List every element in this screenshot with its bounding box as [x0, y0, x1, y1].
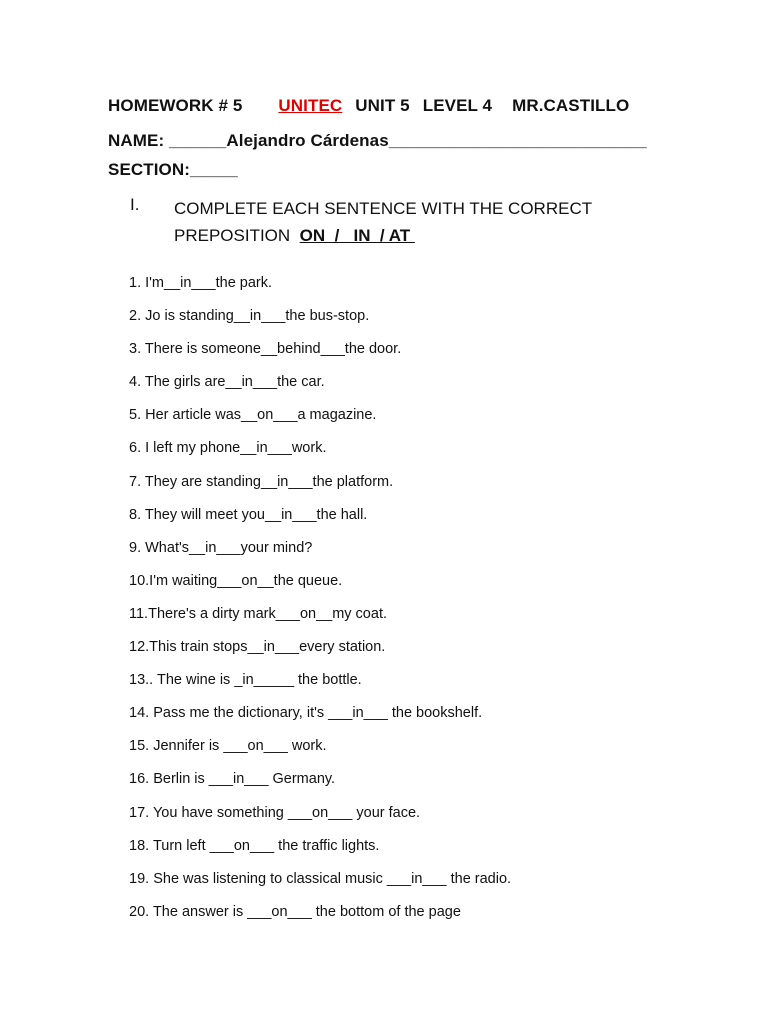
item-text: I'm waiting___on__the queue. — [149, 572, 343, 589]
item-number: 2. — [129, 308, 142, 325]
item-text: . The wine is _in_____ the bottle. — [149, 672, 362, 689]
item-text: You have something ___on___ your face. — [152, 804, 421, 821]
item-number: 7. — [129, 473, 142, 490]
list-item — [129, 769, 511, 802]
item-number: 18. — [129, 837, 150, 854]
item-text: I left my phone__in___work. — [145, 440, 327, 457]
item-number: 13. — [129, 672, 150, 689]
preposition-options: ON / IN / AT — [299, 226, 415, 245]
item-number: 17. — [129, 804, 150, 821]
list-item — [129, 472, 511, 505]
section-line: SECTION:_____ — [108, 160, 238, 179]
school-name: UNITEC — [278, 96, 343, 115]
instruction-line-1: COMPLETE EACH SENTENCE WITH THE CORRECT — [174, 199, 593, 218]
item-number: 4. — [129, 374, 142, 391]
item-number: 5. — [129, 407, 142, 424]
list-item — [129, 505, 511, 538]
item-number: 20. — [129, 903, 150, 920]
list-item — [129, 670, 511, 703]
item-text: There's a dirty mark___on__my coat. — [148, 605, 387, 622]
item-number: 8. — [129, 506, 142, 523]
item-number: 6. — [129, 440, 142, 457]
homework-title: HOMEWORK # 5 — [108, 96, 243, 115]
level-label: LEVEL 4 — [422, 96, 493, 115]
item-number: 14. — [129, 705, 150, 722]
item-number: 15. — [129, 738, 150, 755]
unit-label: UNIT 5 — [355, 96, 410, 115]
list-item — [129, 902, 511, 935]
list-item — [129, 306, 511, 339]
item-number: 19. — [129, 870, 150, 887]
item-text: They are standing__in___the platform. — [144, 473, 394, 490]
list-item — [129, 836, 511, 869]
item-text: Her article was__on___a magazine. — [145, 407, 377, 424]
list-item — [129, 869, 511, 902]
item-number: 10. — [129, 572, 150, 589]
list-item — [129, 438, 511, 471]
list-item — [129, 273, 511, 306]
item-number: 11. — [129, 605, 149, 622]
item-number: 1. — [129, 275, 142, 291]
header-line — [108, 96, 629, 116]
item-text: What's__in___your mind? — [145, 539, 313, 556]
item-text: Pass me the dictionary, it's ___in___ the bookshelf. — [153, 705, 483, 722]
item-text: The girls are__in___the car. — [144, 374, 325, 391]
item-text: The answer is ___on___ the bottom of the page — [152, 903, 461, 920]
exercise-instruction — [174, 195, 592, 249]
item-text: This train stops__in___every station. — [149, 639, 386, 656]
list-item — [129, 538, 511, 571]
list-item — [129, 703, 511, 736]
item-number: 16. — [129, 771, 150, 788]
item-text: She was listening to classical music ___in___ the radio. — [153, 870, 512, 887]
list-item — [129, 604, 511, 637]
list-item — [129, 339, 511, 372]
item-text: Berlin is ___in___ Germany. — [153, 771, 336, 788]
list-item — [129, 372, 511, 405]
item-text: I'm__in___the park. — [145, 275, 273, 291]
student-name-line: NAME: ______Alejandro Cárdenas___________________________ — [108, 131, 647, 150]
instruction-line-2: PREPOSITION — [174, 226, 300, 245]
list-item — [129, 736, 511, 769]
teacher-name: MR.CASTILLO — [512, 96, 630, 115]
item-text: There is someone__behind___the door. — [144, 341, 402, 358]
item-number: 9. — [129, 539, 142, 556]
item-text: Jo is standing__in___the bus-stop. — [145, 308, 370, 325]
item-text: Jennifer is ___on___ work. — [153, 738, 327, 755]
item-number: 3. — [129, 341, 142, 358]
list-item — [129, 637, 511, 670]
list-item — [129, 803, 511, 836]
list-item — [129, 405, 511, 438]
exercise-numeral: I. — [130, 195, 140, 214]
item-text: Turn left ___on___ the traffic lights. — [152, 837, 380, 854]
item-text: They will meet you__in___the hall. — [144, 506, 368, 523]
list-item — [129, 571, 511, 604]
item-number: 12. — [129, 639, 150, 656]
exercise-list — [129, 273, 511, 935]
